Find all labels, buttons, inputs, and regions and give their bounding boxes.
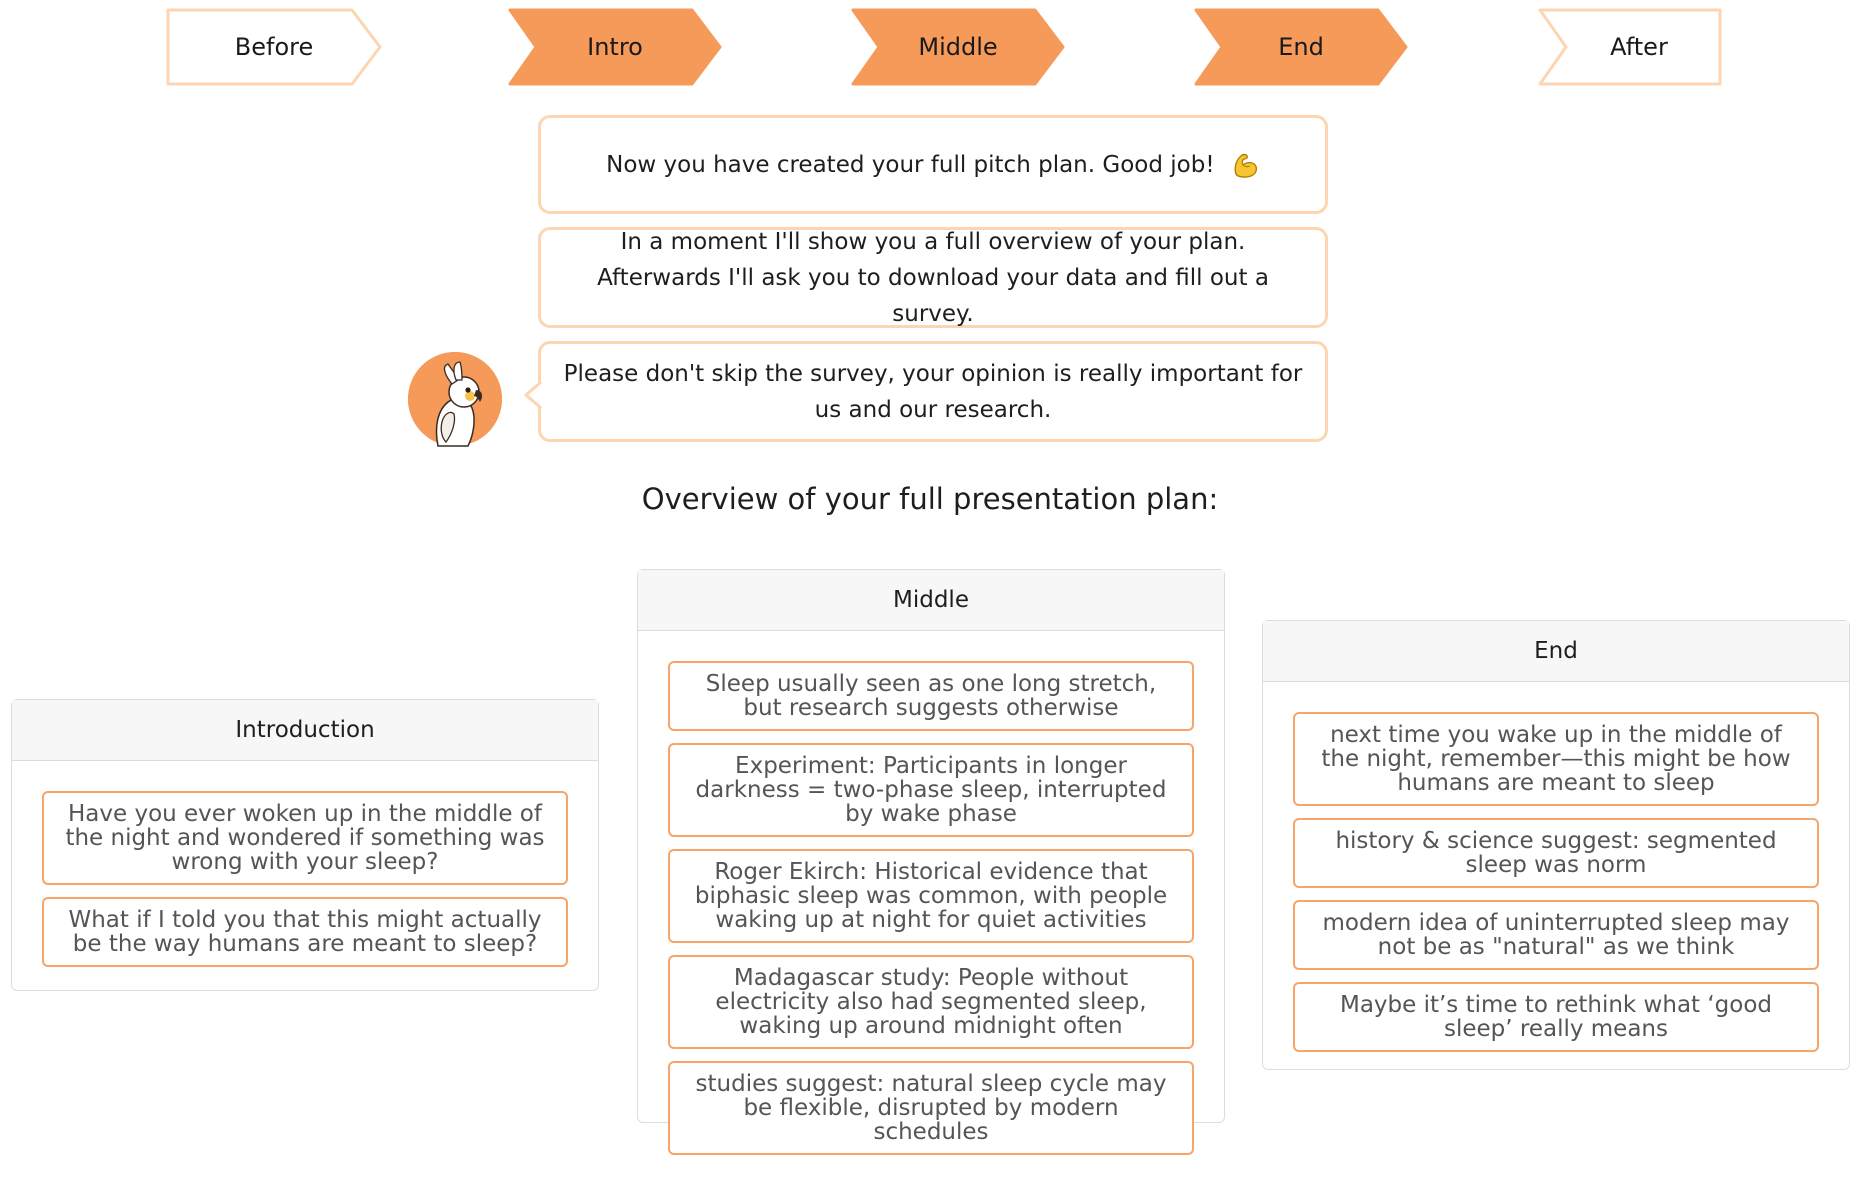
step-end[interactable] xyxy=(1194,8,1408,86)
chat-message-text: Please don't skip the survey, your opinion is really important for us and our research. xyxy=(563,360,1303,423)
chat-message xyxy=(538,115,1328,214)
step-label: End xyxy=(1278,33,1324,61)
card-body xyxy=(638,631,1224,1185)
chat-message xyxy=(538,341,1328,442)
introduction-card xyxy=(11,699,599,991)
plan-item[interactable]: studies suggest: natural sleep cycle may be flexible, disrupted by modern schedules xyxy=(668,1061,1194,1155)
plan-item[interactable]: Have you ever woken up in the middle of the night and wondered if something was wrong with your sleep? xyxy=(42,791,568,885)
plan-item[interactable]: Roger Ekirch: Historical evidence that biphasic sleep was common, with people waking up at night for quiet activities xyxy=(668,849,1194,943)
plan-item[interactable]: Maybe it’s time to rethink what ‘good sleep’ really means xyxy=(1293,982,1819,1052)
plan-item[interactable]: Sleep usually seen as one long stretch, but research suggests otherwise xyxy=(668,661,1194,731)
step-label: Intro xyxy=(587,33,643,61)
plan-item[interactable]: next time you wake up in the middle of the night, remember—this might be how humans are meant to sleep xyxy=(1293,712,1819,806)
chat-message xyxy=(538,227,1328,328)
flexed-biceps-icon xyxy=(1230,150,1260,180)
card-body xyxy=(12,761,598,997)
cockatoo-avatar-icon xyxy=(408,352,502,446)
plan-item[interactable]: What if I told you that this might actually be the way humans are meant to sleep? xyxy=(42,897,568,967)
step-intro[interactable] xyxy=(508,8,722,86)
step-after[interactable] xyxy=(1538,8,1722,86)
step-label: After xyxy=(1610,33,1668,61)
middle-card xyxy=(637,569,1225,1145)
overview-title: Overview of your full presentation plan: xyxy=(641,482,1219,516)
plan-item[interactable]: Experiment: Participants in longer darkness = two-phase sleep, interrupted by wake phase xyxy=(668,743,1194,837)
chat-message-text: In a moment I'll show you a full overview of your plan. Afterwards I'll ask you to download your data and fill out a survey. xyxy=(597,228,1269,327)
plan-item[interactable]: modern idea of uninterrupted sleep may not be as "natural" as we think xyxy=(1293,900,1819,970)
step-middle[interactable] xyxy=(851,8,1065,86)
plan-item[interactable]: history & science suggest: segmented sleep was norm xyxy=(1293,818,1819,888)
end-card xyxy=(1262,620,1850,1070)
card-body xyxy=(1263,682,1849,1082)
step-before[interactable] xyxy=(166,8,382,86)
step-label: Middle xyxy=(918,33,998,61)
card-header: End xyxy=(1263,621,1849,682)
step-navigation xyxy=(0,8,1860,86)
chat-message-text: Now you have created your full pitch plan. Good job! xyxy=(606,151,1215,178)
card-header: Middle xyxy=(638,570,1224,631)
card-header: Introduction xyxy=(12,700,598,761)
plan-item[interactable]: Madagascar study: People without electricity also had segmented sleep, waking up around midnight often xyxy=(668,955,1194,1049)
step-label: Before xyxy=(234,33,314,61)
